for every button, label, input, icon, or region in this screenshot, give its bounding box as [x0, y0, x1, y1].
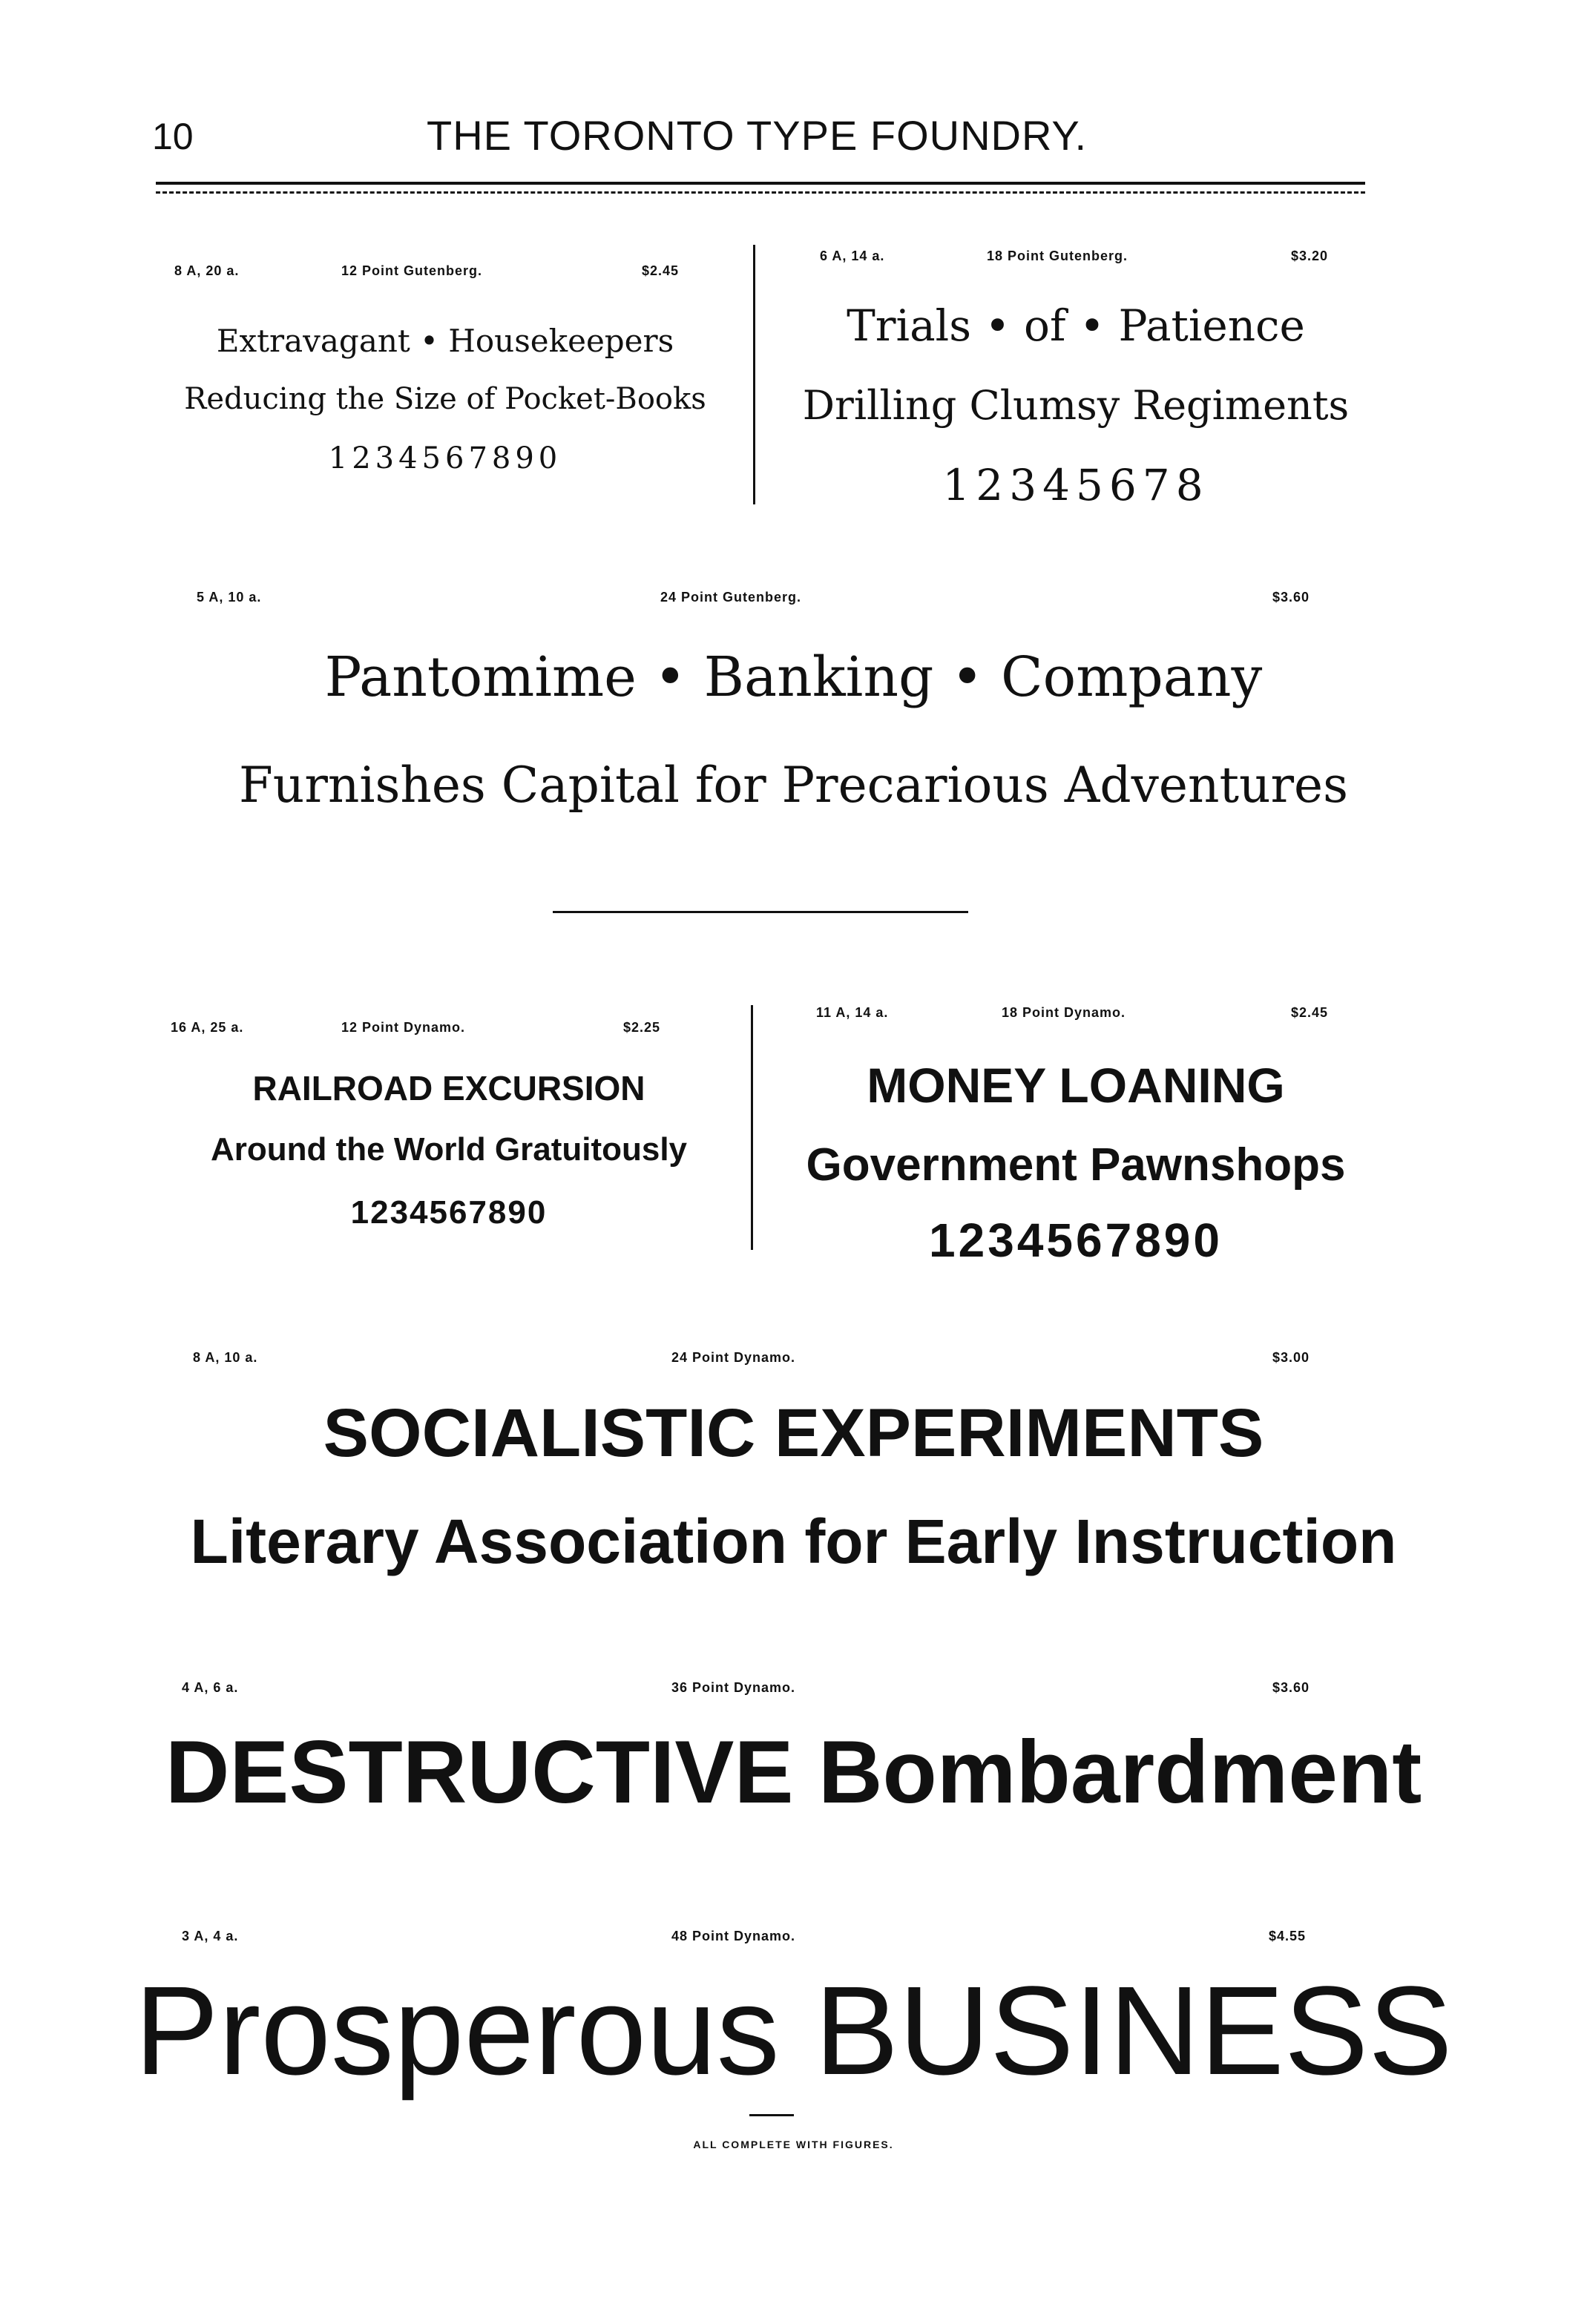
- specimen-quantity: 4 A, 6 a.: [182, 1680, 239, 1695]
- specimen-size: 36 Point Dynamo.: [671, 1680, 796, 1695]
- specimen-figures: 12345678: [942, 460, 1209, 510]
- specimen-line: Pantomime • Banking • Company: [324, 645, 1263, 709]
- specimen-quantity: 6 A, 14 a.: [820, 248, 885, 263]
- specimen-line: Drilling Clumsy Regiments: [802, 382, 1350, 429]
- running-title: THE TORONTO TYPE FOUNDRY.: [427, 112, 1088, 159]
- specimen-quantity: 3 A, 4 a.: [182, 1929, 239, 1943]
- specimen-line: Around the World Gratuitously: [210, 1131, 688, 1168]
- specimen-line: Government Pawnshops: [806, 1139, 1346, 1191]
- column-divider: [753, 245, 755, 504]
- column-divider: [751, 1005, 753, 1250]
- specimen-size: 18 Point Dynamo.: [1002, 1005, 1126, 1020]
- specimen-price: $3.60: [1272, 1680, 1310, 1695]
- specimen-size: 24 Point Dynamo.: [671, 1350, 796, 1365]
- specimen-size: 12 Point Dynamo.: [341, 1020, 466, 1035]
- specimen-line: Extravagant • Housekeepers: [216, 323, 674, 359]
- specimen-price: $2.45: [1291, 1005, 1329, 1020]
- specimen-quantity: 11 A, 14 a.: [816, 1005, 889, 1020]
- specimen-size: 24 Point Gutenberg.: [660, 590, 802, 605]
- specimen-quantity: 8 A, 20 a.: [174, 263, 240, 278]
- specimen-quantity: 5 A, 10 a.: [197, 590, 262, 605]
- specimen-figures: 1234567890: [929, 1214, 1223, 1267]
- specimen-size: 12 Point Gutenberg.: [341, 263, 483, 278]
- specimen-price: $3.20: [1291, 248, 1329, 263]
- specimen-line: DESTRUCTIVE Bombardment: [165, 1722, 1422, 1822]
- header-dashed-rule: [156, 191, 1365, 194]
- specimen-line: MONEY LOANING: [867, 1058, 1285, 1113]
- specimen-price: $3.00: [1272, 1350, 1310, 1365]
- section-divider: [553, 911, 968, 913]
- specimen-figures: 1234567890: [328, 441, 562, 475]
- specimen-line: Furnishes Capital for Precarious Adventures: [239, 757, 1348, 814]
- specimen-quantity: 16 A, 25 a.: [171, 1020, 244, 1035]
- specimen-line: Reducing the Size of Pocket-Books: [184, 382, 706, 416]
- specimen-size: 48 Point Dynamo.: [671, 1929, 796, 1943]
- specimen-line: RAILROAD EXCURSION: [252, 1069, 645, 1107]
- specimen-line: Prosperous BUSINESS: [134, 1961, 1453, 2101]
- specimen-line: SOCIALISTIC EXPERIMENTS: [323, 1395, 1264, 1471]
- specimen-price: $3.60: [1272, 590, 1310, 605]
- specimen-price: $4.55: [1269, 1929, 1307, 1943]
- specimen-price: $2.45: [642, 263, 680, 278]
- specimen-figures: 1234567890: [350, 1194, 548, 1231]
- footer-rule: [749, 2114, 794, 2116]
- specimen-line: Trials • of • Patience: [847, 300, 1305, 351]
- page-number: 10: [152, 116, 194, 157]
- header-rule: [156, 182, 1365, 185]
- footer-note: ALL COMPLETE WITH FIGURES.: [693, 2139, 894, 2150]
- specimen-quantity: 8 A, 10 a.: [193, 1350, 258, 1365]
- specimen-line: Literary Association for Early Instruction: [190, 1507, 1397, 1576]
- specimen-size: 18 Point Gutenberg.: [987, 248, 1128, 263]
- specimen-price: $2.25: [623, 1020, 661, 1035]
